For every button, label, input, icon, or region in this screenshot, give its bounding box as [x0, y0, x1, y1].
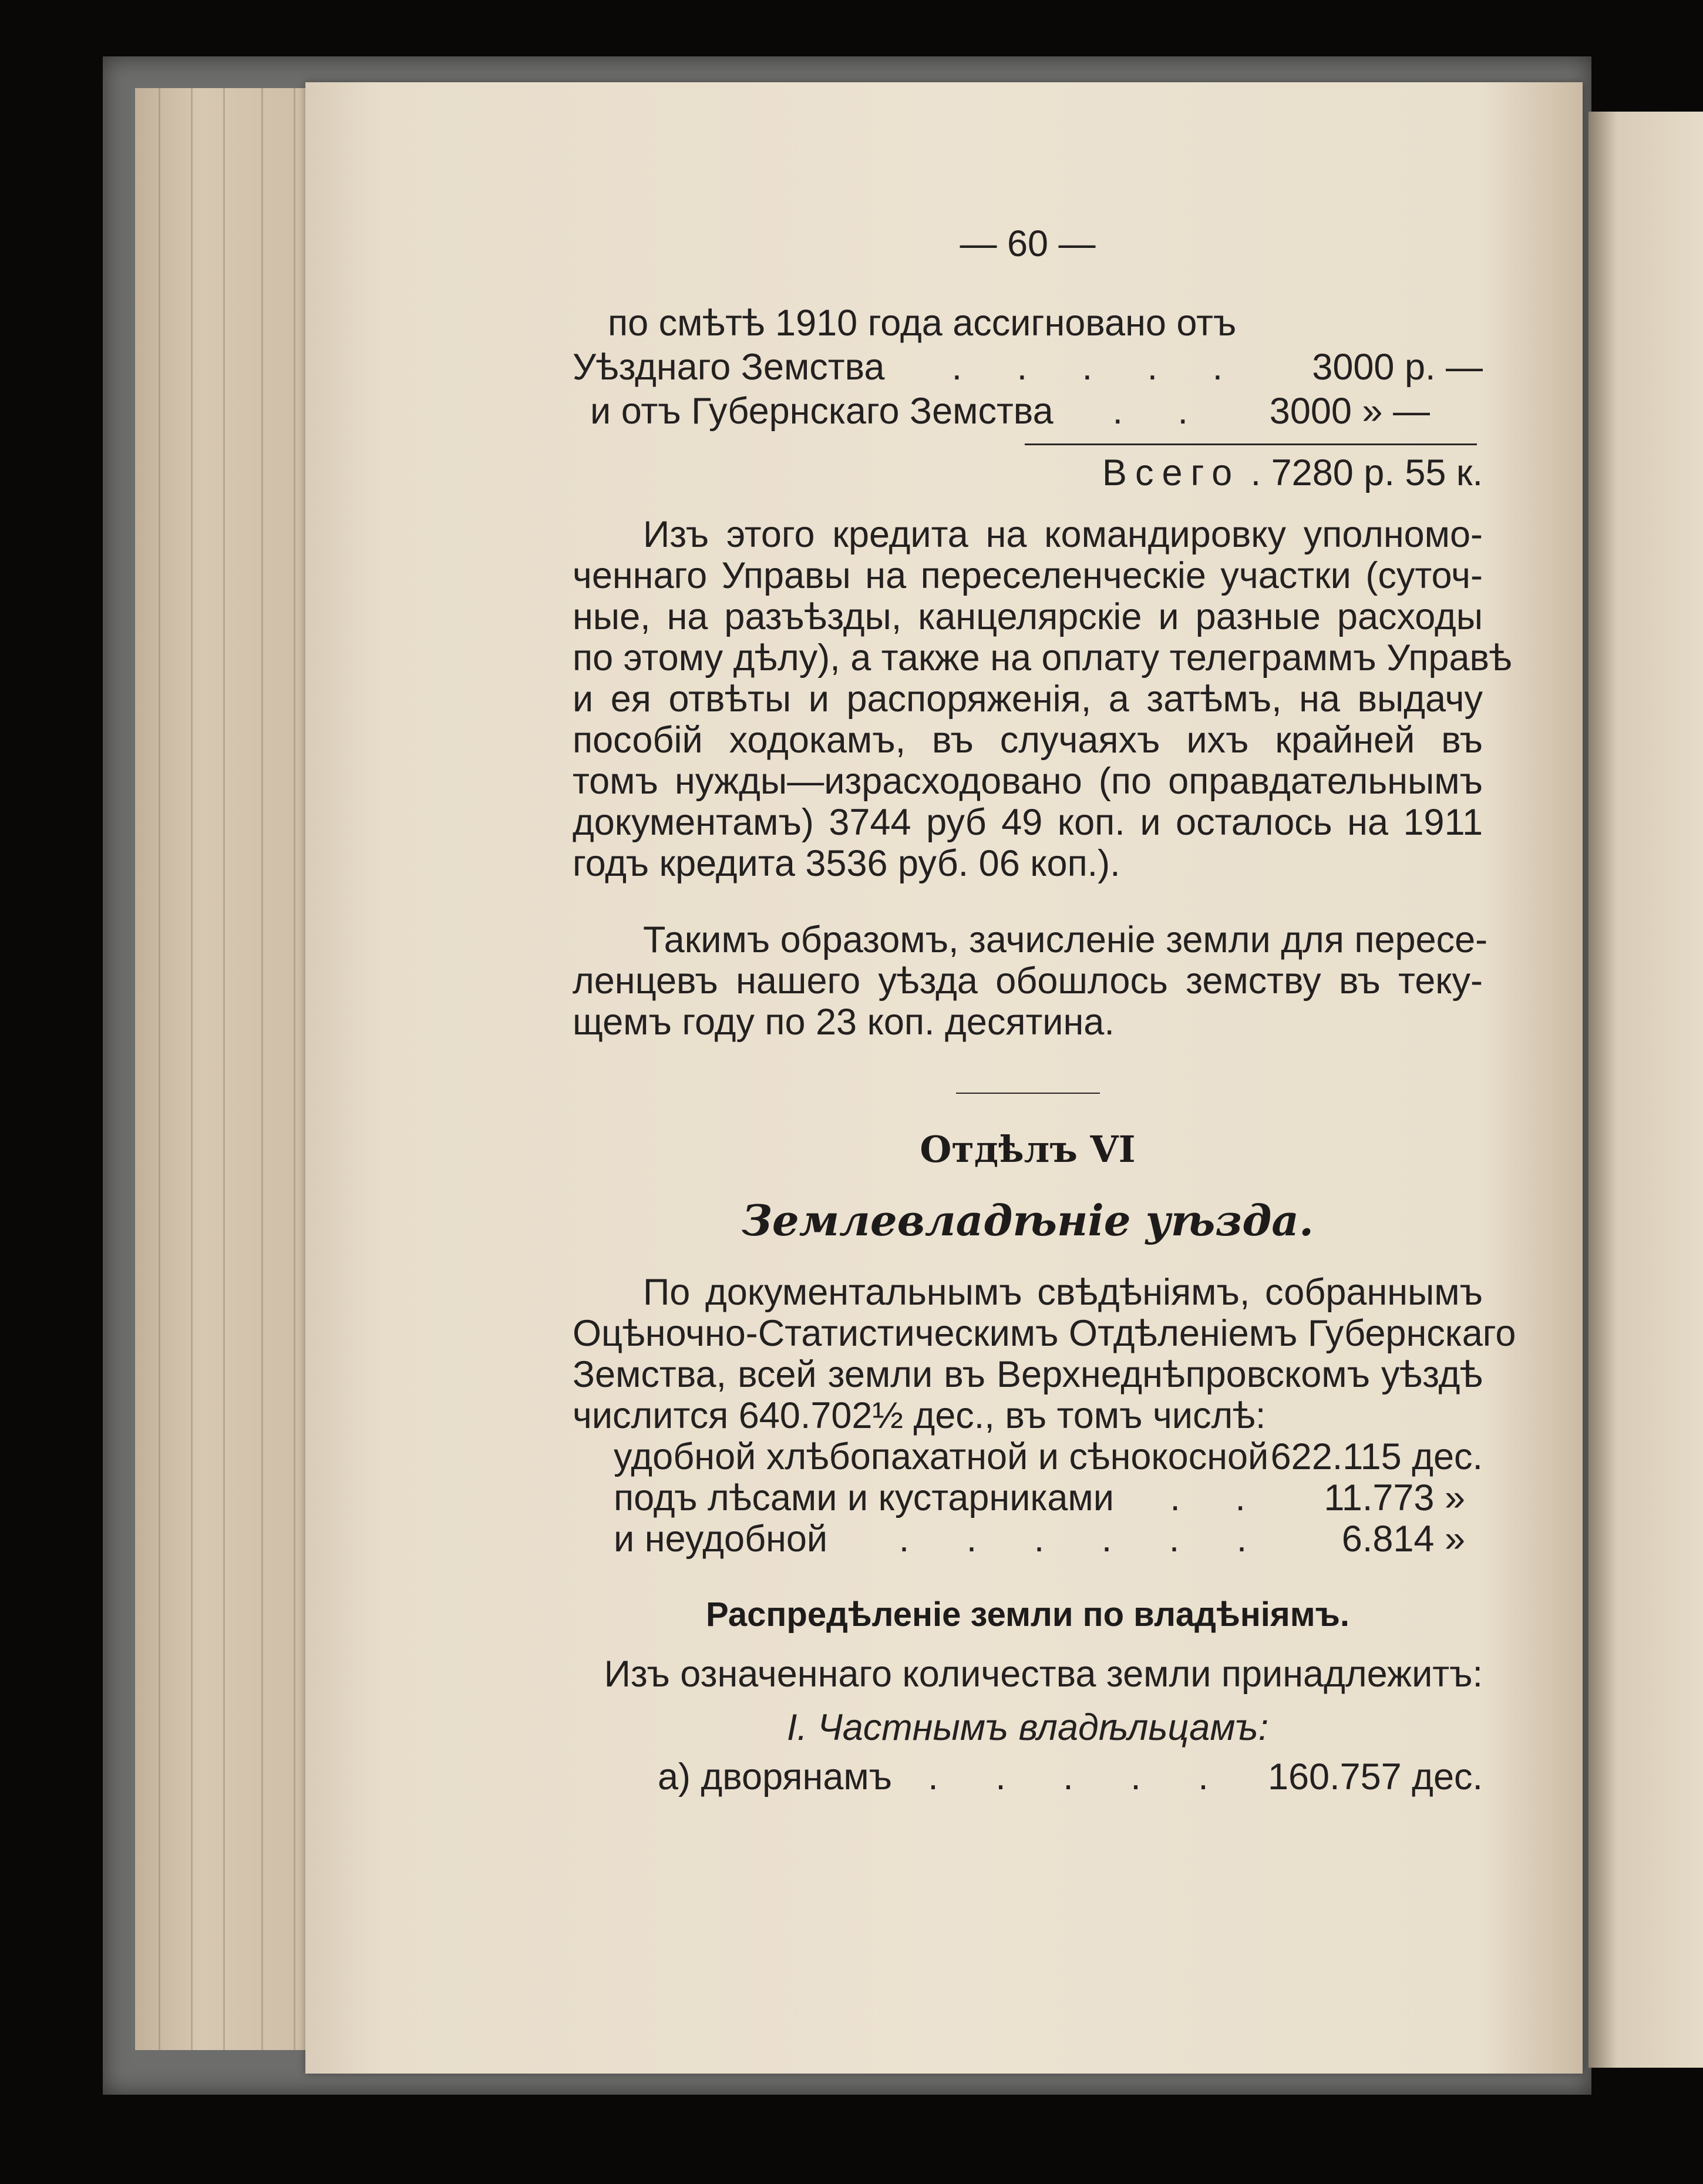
- paragraph-1-line: Изъ этого кредита на командировку уполномо-: [643, 514, 1483, 555]
- budget-row-dots: . .: [1112, 391, 1210, 432]
- section-subtitle: Землевладѣніе уѣзда.: [741, 1195, 1314, 1245]
- paragraph-1-line: годъ кредита 3536 руб. 06 коп.).: [573, 843, 1120, 884]
- distribution-intro: Изъ означеннаго количества земли принадлежитъ:: [604, 1654, 1483, 1695]
- owners-row-dots: . . . . .: [928, 1756, 1232, 1797]
- paragraph-1-line: ченнаго Управы на переселенческіе участки (суточ-: [573, 555, 1483, 596]
- paragraph-1-line: пособій ходокамъ, въ случаяхъ ихъ крайней въ: [573, 720, 1483, 761]
- paragraph-2-line: ленцевъ нашего уѣзда обошлось земству въ теку-: [573, 960, 1483, 1002]
- paragraph-1-line: томъ нужды—израсходовано (по оправдательнымъ: [573, 761, 1483, 802]
- paragraph-3-line: Оцѣночно-Статистическимъ Отдѣленіемъ Губернскаго: [573, 1313, 1516, 1354]
- budget-row-label: и отъ Губернскаго Земства: [590, 391, 1054, 432]
- budget-row-guberniya: [573, 391, 1483, 432]
- land-row-arable: [573, 1436, 1483, 1477]
- paragraph-3-line: Земства, всей земли въ Верхнеднѣпровскомъ уѣздѣ: [573, 1354, 1483, 1395]
- page-edges: [135, 88, 323, 2050]
- section-divider: [956, 1093, 1100, 1094]
- land-row-value: 11.773 »: [1324, 1477, 1465, 1518]
- owners-row-value: 160.757 дес.: [1267, 1756, 1483, 1797]
- distribution-heading: Распредѣленіе земли по владѣніямъ.: [705, 1595, 1350, 1634]
- paragraph-3-line: числится 640.702½ дес., въ томъ числѣ:: [573, 1395, 1266, 1436]
- page-number: — 60 —: [960, 223, 1096, 264]
- owners-row-label: а) дворянамъ: [658, 1756, 893, 1797]
- budget-intro: по смѣтѣ 1910 года ассигновано отъ: [608, 303, 1237, 344]
- budget-row-value: 3000 р. —: [1312, 347, 1483, 388]
- owners-heading: I. Частнымъ владѣльцамъ:: [786, 1707, 1269, 1748]
- paragraph-1-line: и ея отвѣты и распоряженія, а затѣмъ, на выдачу: [573, 678, 1483, 720]
- land-row-value: 622.115 дес.: [1270, 1436, 1483, 1477]
- paragraph-1-line: ные, на разъѣзды, канцелярскіе и разные расходы: [573, 596, 1483, 637]
- land-row-label: подъ лѣсами и кустарниками: [614, 1477, 1114, 1518]
- paragraph-1-line: документамъ) 3744 руб 49 коп. и осталось на 1911: [573, 802, 1483, 843]
- owners-row-nobles: [573, 1756, 1483, 1797]
- paragraph-2-line: щемъ году по 23 коп. десятина.: [573, 1002, 1115, 1043]
- land-row-unusable: [573, 1518, 1483, 1560]
- section-title: Отдѣлъ VI: [920, 1128, 1136, 1171]
- land-row-label: удобной хлѣбопахатной и сѣнокосной: [614, 1436, 1269, 1477]
- paragraph-3-line: По документальнымъ свѣдѣніямъ, собраннымъ: [643, 1272, 1483, 1313]
- paragraph-2-line: Такимъ образомъ, зачисленіе земли для пересе-: [643, 919, 1488, 960]
- budget-row-dots: . . . . .: [951, 347, 1246, 388]
- land-row-dots: . . . . . .: [898, 1518, 1271, 1560]
- land-row-value: 6.814 »: [1341, 1518, 1465, 1560]
- paragraph-1-line: по этому дѣлу), а также на оплату телеграммъ Управѣ: [573, 637, 1512, 678]
- land-row-label: и неудобной: [614, 1518, 828, 1560]
- total-rule: [1025, 443, 1477, 445]
- budget-total: [573, 452, 1483, 493]
- budget-row-label: Уѣзднаго Земства: [573, 347, 885, 388]
- land-row-dots: . .: [1170, 1477, 1268, 1518]
- total-value: . 7280 р. 55 к.: [1250, 452, 1483, 493]
- budget-row-value: 3000 » —: [1269, 391, 1430, 432]
- budget-row-uezd: [573, 347, 1483, 388]
- land-row-forest: [573, 1477, 1483, 1518]
- facing-page-edge: [1588, 112, 1703, 2068]
- total-label: Всего: [1102, 452, 1241, 493]
